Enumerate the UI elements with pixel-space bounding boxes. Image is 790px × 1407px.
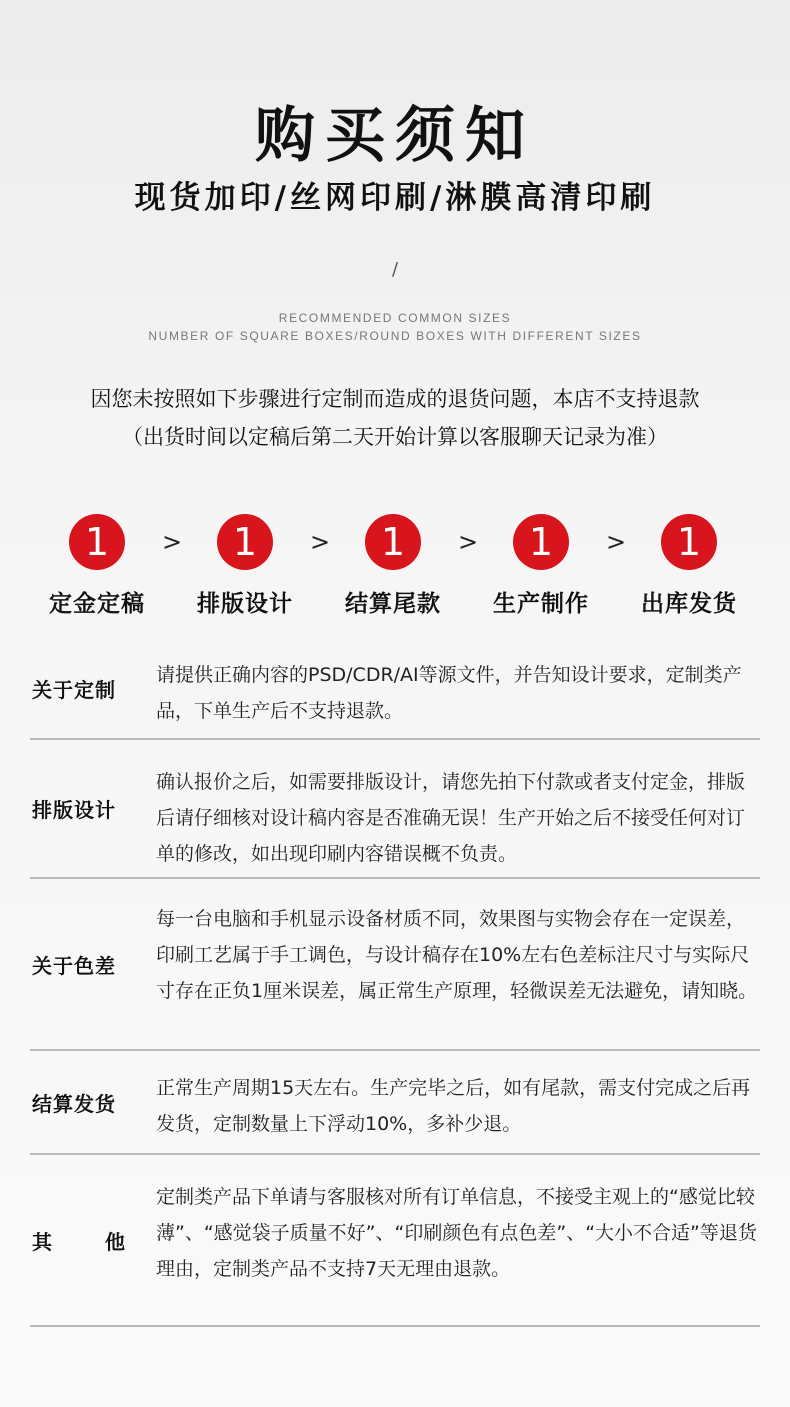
terms-row-label (32, 1155, 132, 1325)
terms-row-label: 关于定制 (32, 677, 116, 702)
terms-row-text: 确认报价之后，如需要排版设计，请您先拍下付款或者支付定金，排版后请仔细核对设计稿内容是否准确无误！生产开始之后不接受任何对订单的修改，如出现印刷内容错误概不负责。 (156, 771, 746, 865)
terms-row-other (30, 1155, 760, 1327)
step-production (471, 514, 611, 618)
terms-row-text: 正常生产周期15天左右。生产完毕之后，如有尾款，需支付完成之后再发货，定制数量上下浮动10%，多补少退。 (156, 1077, 751, 1135)
step-number-badge: 1 (365, 514, 421, 570)
step-number-badge: 1 (217, 514, 273, 570)
terms-row-label-part: 他 (105, 1229, 126, 1254)
terms-row-layout-design (30, 740, 760, 879)
chevron-right-icon: > (162, 528, 183, 556)
terms-row-text: 请提供正确内容的PSD/CDR/AI等源文件，并告知设计要求，定制类产品，下单生产后不支持退款。 (156, 664, 742, 722)
terms-list (30, 638, 760, 1327)
step-label: 结算尾款 (345, 591, 441, 617)
terms-row-label: 排版设计 (32, 798, 116, 822)
page-subtitle: 现货加印/丝网印刷/淋膜高清印刷 (134, 180, 656, 216)
chevron-right-icon: > (606, 528, 627, 556)
english-caption-line2: NUMBER OF SQUARE BOXES/ROUND BOXES WITH DIFFERENT SIZES (148, 329, 642, 343)
process-steps (0, 514, 790, 624)
english-caption-line1: RECOMMENDED COMMON SIZES (278, 311, 512, 325)
chevron-right-icon: > (310, 528, 331, 556)
step-label: 排版设计 (197, 591, 293, 617)
page-title: 购买须知 (255, 101, 535, 171)
slash-divider: / (391, 259, 399, 280)
shipping-note: （出货时间以定稿后第二天开始计算以客服聊天记录为准） (122, 425, 668, 449)
step-label: 生产制作 (493, 591, 589, 617)
step-label: 定金定稿 (49, 591, 145, 617)
step-number-badge: 1 (661, 514, 717, 570)
terms-row-customization (30, 638, 760, 740)
step-shipping (619, 514, 759, 618)
refund-notice: 因您未按照如下步骤进行定制而造成的退货问题，本店不支持退款 (90, 387, 700, 411)
terms-row-label-part: 其 (32, 1229, 53, 1254)
terms-row-payment-shipping (30, 1051, 760, 1155)
terms-row-label: 结算发货 (32, 1091, 116, 1116)
terms-row-label: 关于色差 (32, 953, 116, 978)
step-final-payment (323, 514, 463, 618)
terms-row-color-difference (30, 879, 760, 1051)
terms-row-text: 每一台电脑和手机显示设备材质不同，效果图与实物会存在一定误差，印刷工艺属于手工调色，与设计稿存在10%左右色差标注尺寸与实际尺寸存在正负1厘米误差，属正常生产原理，轻微误差无法避免，请知晓。 (156, 908, 758, 1002)
terms-row-text: 定制类产品下单请与客服核对所有订单信息，不接受主观上的“感觉比较薄”、“感觉袋子质量不好”、“印刷颜色有点色差”、“大小不合适”等退货理由，定制类产品不支持7天无理由退款。 (156, 1186, 757, 1280)
step-label: 出库发货 (641, 591, 737, 617)
step-deposit (27, 514, 167, 618)
step-number-badge: 1 (513, 514, 569, 570)
chevron-right-icon: > (458, 528, 479, 556)
step-layout-design (175, 514, 315, 618)
step-number-badge: 1 (69, 514, 125, 570)
